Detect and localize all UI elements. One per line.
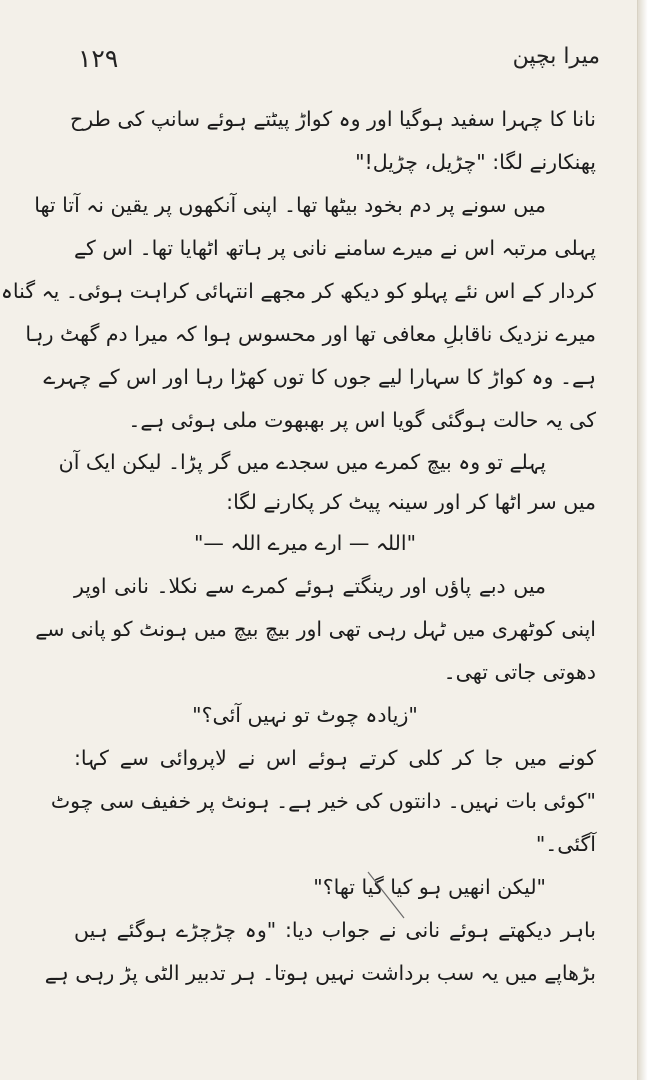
text-line: میں سونے پر دم بخود بیٹھا تھا۔ اپنی آنکھوں پر یقین نہ آتا تھا [34, 193, 546, 217]
text-line: کی یہ حالت ہوگئی گویا اس پر بھبھوت ملی ہوئی ہے۔ [128, 408, 596, 432]
text-line: "لیکن انھیں ہو کیا گیا تھا؟" [313, 875, 546, 899]
text-line: پہلی مرتبہ اس نے میرے سامنے نانی پر ہاتھ اٹھایا تھا۔ اس کے [74, 236, 596, 260]
text-line: پھنکارنے لگا: "چڑیل، چڑیل!" [355, 150, 596, 174]
page-edge [638, 0, 652, 1080]
text-line: "کوئی بات نہیں۔ دانتوں کی خیر ہے۔ ہونٹ پر خفیف سی چوٹ [50, 789, 596, 813]
page-number: ۱۲۹ [78, 44, 119, 73]
text-line: میرے نزدیک ناقابلِ معافی تھا اور محسوس ہوا کہ میرا دم گھٹ رہا [25, 322, 596, 346]
text-line: اپنی کوٹھری میں ٹہل رہی تھی اور بیچ بیچ میں ہونٹ کو پانی سے [35, 617, 596, 641]
text-line: کردار کے اس نئے پہلو کو دیکھ کر مجھے انتہائی کراہت ہوئی۔ یہ گناہ [0, 279, 596, 303]
text-line: پہلے تو وہ بیچ کمرے میں سجدے میں گر پڑا۔ لیکن ایک آن [58, 450, 546, 474]
page-body-text [0, 98, 596, 995]
text-line: دھوتی جاتی تھی۔ [443, 660, 596, 684]
text-line: باہر دیکھتے ہوئے نانی نے جواب دیا: "وہ چڑچڑے ہوگئے ہیں [74, 918, 596, 942]
pen-mark [360, 868, 420, 928]
text-line: ہے۔ وہ کواڑ کا سہارا لیے جوں کا توں کھڑا رہا اور اس کے چہرے [43, 365, 596, 389]
text-line: بڑھاپے میں یہ سب برداشت نہیں ہوتا۔ ہر تدبیر الٹی پڑ رہی ہے [44, 961, 596, 985]
text-line: "اللہ — ارے میرے اللہ —" [193, 531, 417, 555]
text-line: کونے میں جا کر کلی کرتے ہوئے اس نے لاپروائی سے کہا: [74, 746, 596, 770]
text-line: میں دبے پاؤں اور رینگتے ہوئے کمرے سے نکلا۔ نانی اوپر [74, 574, 546, 598]
text-line: آگئی۔" [535, 832, 596, 856]
text-line: "زیادہ چوٹ تو نہیں آئی؟" [192, 703, 418, 727]
text-line: میں سر اٹھا کر اور سینہ پیٹ کر پکارنے لگا: [226, 490, 596, 514]
running-header [78, 44, 600, 84]
book-title: میرا بچپن [512, 44, 600, 69]
text-line: نانا کا چہرا سفید ہوگیا اور وہ کواڑ پیٹتے ہوئے سانپ کی طرح [70, 107, 596, 131]
